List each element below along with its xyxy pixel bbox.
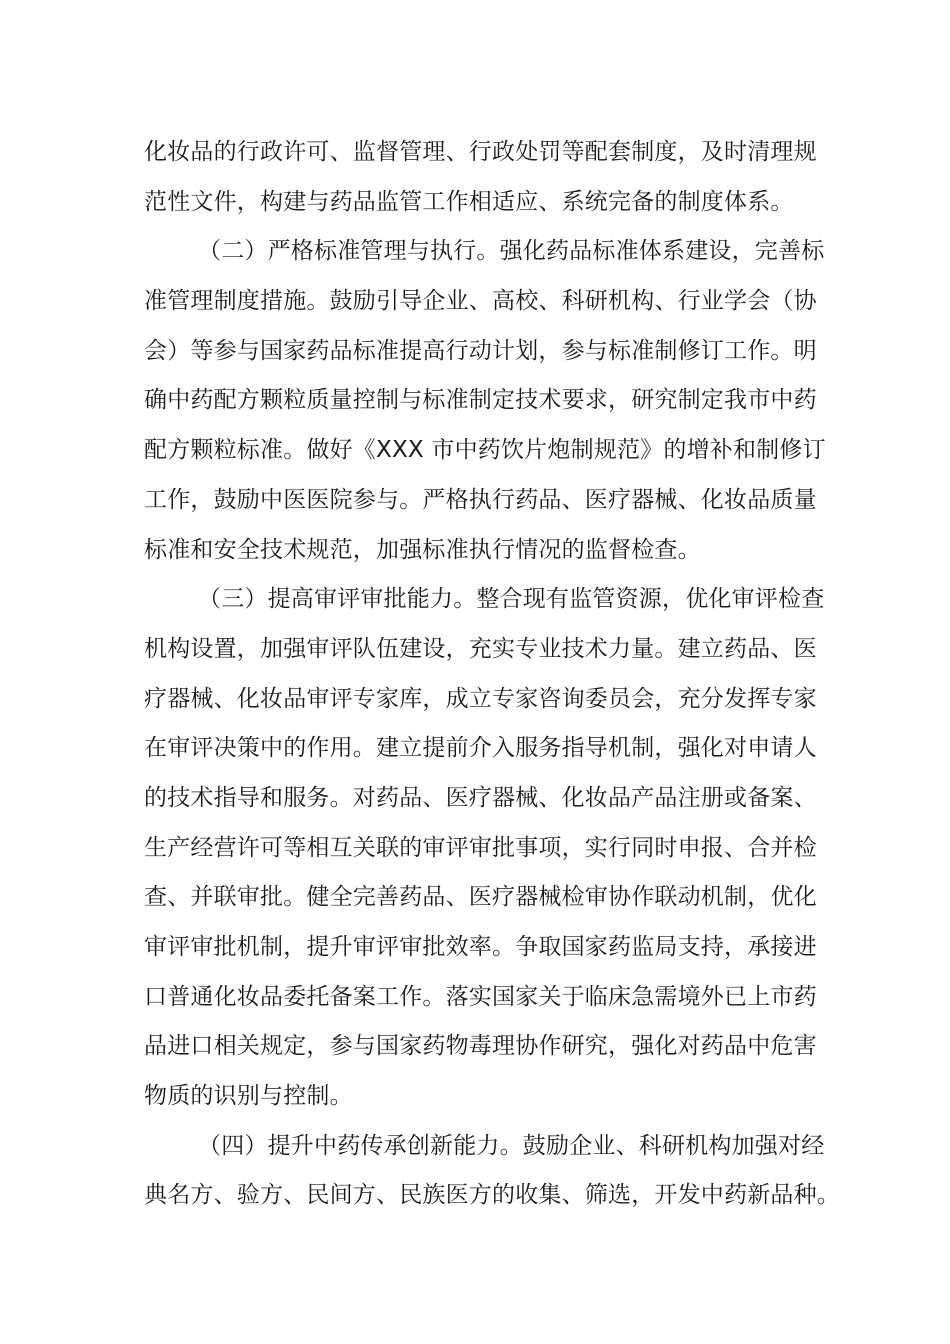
text-line: 工作，鼓励中医医院参与。严格执行药品、医疗器械、化妆品质量 bbox=[144, 486, 817, 513]
text-line: 品进口相关规定，参与国家药物毒理协作研究，强化对药品中危害 bbox=[144, 1033, 817, 1060]
text-line: 确中药配方颗粒质量控制与标准制定技术要求，研究制定我市中药 bbox=[144, 387, 817, 414]
text-line: 物质的识别与控制。 bbox=[144, 1083, 353, 1110]
text-line: 准管理制度措施。鼓励引导企业、高校、科研机构、行业学会（协 bbox=[144, 288, 817, 315]
section-heading-line: （三）提高审评审批能力。整合现有监管资源，优化审评检查 bbox=[198, 586, 825, 613]
text-line: 审评审批机制，提升审评审批效率。争取国家药监局支持，承接进 bbox=[144, 934, 817, 960]
text-line: 化妆品的行政许可、监督管理、行政处罚等配套制度，及时清理规 bbox=[144, 139, 817, 165]
text-line: 典名方、验方、民间方、民族医方的收集、筛选，开发中药新品种。 bbox=[144, 1182, 840, 1209]
text-line: 的技术指导和服务。对药品、医疗器械、化妆品产品注册或备案、 bbox=[144, 784, 817, 811]
text-line: 配方颗粒标准。做好《XXX 市中药饮片炮制规范》的增补和制修订 bbox=[144, 437, 826, 464]
text-line: 范性文件，构建与药品监管工作相适应、系统完备的制度体系。 bbox=[144, 188, 794, 215]
text-line: 生产经营许可等相互关联的审评审批事项，实行同时申报、合并检 bbox=[144, 834, 817, 861]
document-body bbox=[144, 128, 840, 1221]
text-line: 查、并联审批。健全完善药品、医疗器械检审协作联动机制，优化 bbox=[144, 884, 817, 911]
section-heading-line: （四）提升中药传承创新能力。鼓励企业、科研机构加强对经 bbox=[198, 1132, 825, 1159]
text-line: 会）等参与国家药品标准提高行动计划，参与标准制修订工作。明 bbox=[144, 337, 817, 364]
text-line: 在审评决策中的作用。建立提前介入服务指导机制，强化对申请人 bbox=[144, 735, 817, 762]
text-line: 标准和安全技术规范，加强标准执行情况的监督检查。 bbox=[144, 536, 701, 563]
text-line: 机构设置，加强审评队伍建设，充实专业技术力量。建立药品、医 bbox=[144, 635, 817, 662]
text-line: 口普通化妆品委托备案工作。落实国家关于临床急需境外已上市药 bbox=[144, 983, 817, 1010]
text-line: 疗器械、化妆品审评专家库，成立专家咨询委员会，充分发挥专家 bbox=[144, 685, 817, 712]
section-heading-line: （二）严格标准管理与执行。强化药品标准体系建设，完善标 bbox=[198, 238, 825, 265]
